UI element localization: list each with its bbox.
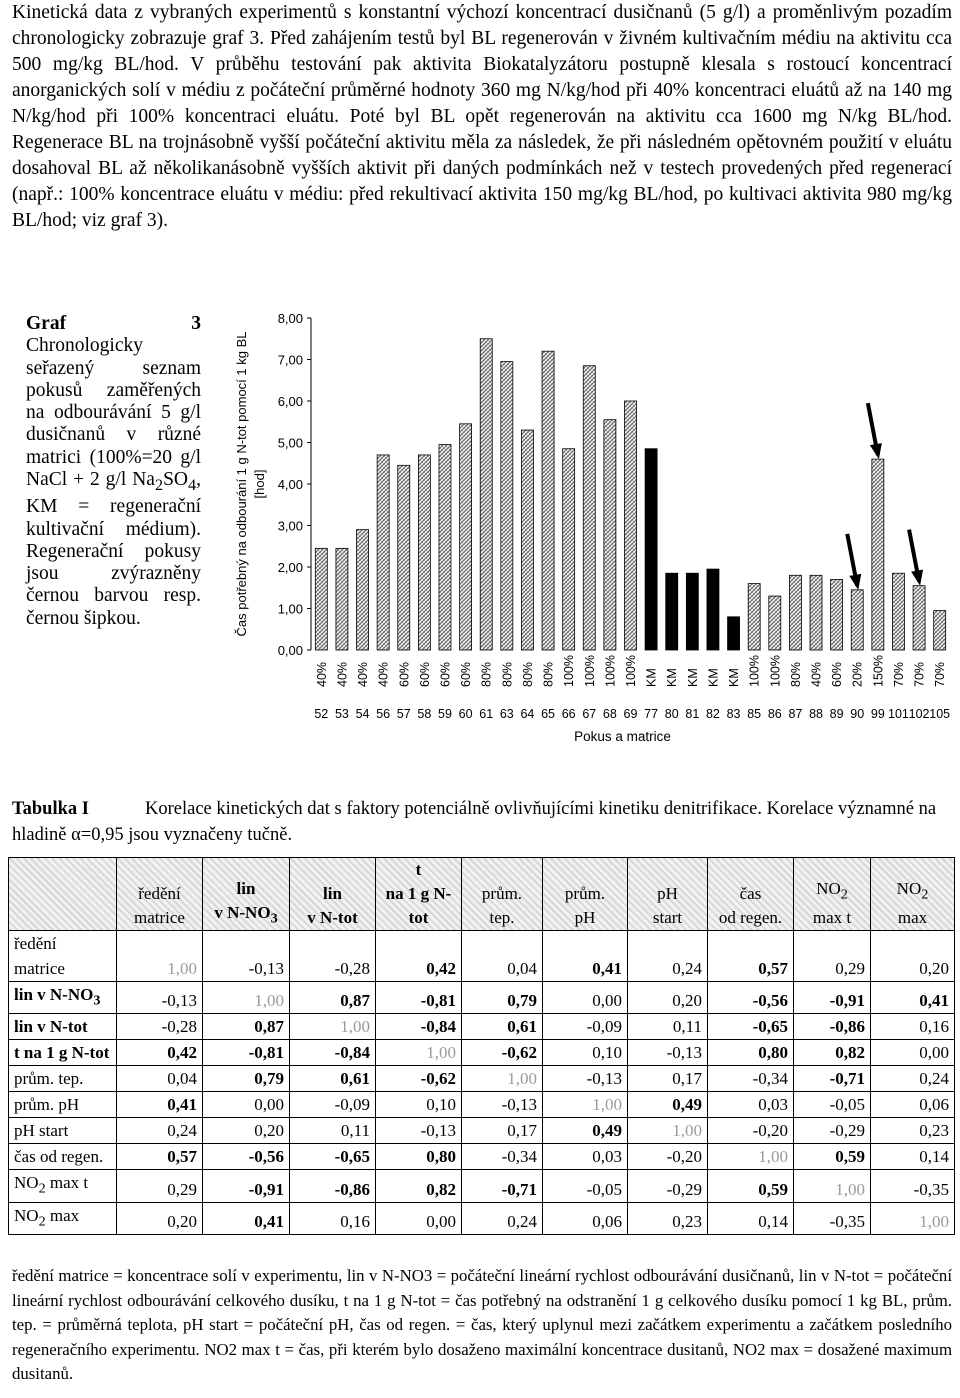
table-cell: -0,13 [117,982,203,1014]
bar [336,548,348,650]
table-cell: -0,13 [203,931,290,982]
x-tick-label: 67 [582,707,597,721]
x-tick-label: 60 [458,707,473,721]
x-tick-label: 65 [541,707,556,721]
table-cell: 0,24 [628,931,708,982]
table-cell: -0,28 [117,1014,203,1040]
matrix-label: 100% [582,655,597,687]
table-cell: -0,84 [376,1014,462,1040]
table-cell: 0,17 [628,1066,708,1092]
y-tick-label: 4,00 [277,477,303,492]
figure-caption-sub: 2 [154,475,164,494]
table-cell: -0,34 [462,1144,543,1170]
table-cell: -0,28 [290,931,376,982]
bar [769,596,781,650]
y-axis-label-line-1: Čas potřebný na odbourání 1 g N-tot pomocí 1 kg BL [234,331,249,637]
table-cell: 0,03 [708,1092,794,1118]
table-cell: -0,05 [794,1092,871,1118]
matrix-label: 60% [417,661,432,687]
table-cell: 0,16 [290,1202,376,1234]
bar-regeneration [707,569,719,650]
bar [748,584,760,650]
table-cell: 1,00 [203,982,290,1014]
table-cell: -0,05 [543,1170,628,1202]
bar-regeneration [666,573,678,650]
bar-regeneration [728,617,740,650]
x-tick-label: 66 [561,707,576,721]
matrix-label: 60% [438,661,453,687]
table-cell: 0,61 [290,1066,376,1092]
table-cell: -0,71 [462,1170,543,1202]
table-cell: 0,41 [203,1202,290,1234]
table-cell: 0,17 [462,1118,543,1144]
y-axis-label-line-2: [hod] [252,469,267,499]
x-tick-label: 80 [664,707,679,721]
table-cell: 0,82 [376,1170,462,1202]
bar [357,530,369,650]
x-axis-label: Pokus a matrice [574,729,671,744]
table-cell: -0,56 [708,982,794,1014]
y-tick-label: 3,00 [277,518,303,534]
matrix-label: 150% [871,655,886,687]
row-label: prům. pH [9,1092,117,1118]
table-cell: 0,57 [117,1144,203,1170]
x-tick-label: 58 [417,707,432,721]
table-title-label: Tabulka I [12,799,89,819]
row-label: t na 1 g N-tot [9,1040,117,1066]
bar [810,575,822,650]
table-cell: 0,42 [376,931,462,982]
bar [583,366,595,650]
table-cell: 0,10 [376,1092,462,1118]
table-cell: 0,06 [871,1092,955,1118]
bar-regeneration [645,449,657,650]
bar [480,339,492,650]
table-row [9,1040,955,1066]
bar [563,449,575,650]
bar [501,362,513,650]
table-cell: -0,35 [871,1170,955,1202]
bar [851,590,863,650]
row-label: $NO_2$ max [9,1202,117,1234]
matrix-label: KM [685,668,700,687]
bar [831,579,843,650]
table-cell: -0,84 [290,1040,376,1066]
column-header: pH start [628,858,708,931]
x-tick-label: 53 [334,707,349,721]
table-cell: 0,20 [203,1118,290,1144]
table-cell: 0,24 [462,1202,543,1234]
bar-regeneration [686,573,698,650]
table-cell: -0,65 [290,1144,376,1170]
matrix-label: KM [644,668,659,687]
matrix-label: KM [706,668,721,687]
y-tick-label: 2,00 [277,560,303,575]
table-cell: -0,13 [628,1040,708,1066]
matrix-label: 80% [520,661,535,687]
bar [542,351,554,650]
x-tick-label: 85 [747,707,762,721]
y-tick-label: 5,00 [277,435,303,451]
table-row [9,1066,955,1092]
figure-caption-text-c: , KM = regenerační kultivační médium). Regenerační pokusy jsou zvýrazněny černou barvou resp. černou šipkou. [26,469,201,629]
matrix-label: 40% [356,661,371,687]
matrix-label: 20% [850,661,865,687]
header-corner-cell [9,858,117,931]
table-cell: 0,41 [871,982,955,1014]
matrix-label: 40% [335,661,350,687]
table-row [9,1144,955,1170]
matrix-label: 60% [397,661,412,687]
x-tick-label: 86 [767,707,782,721]
table-row [9,931,955,982]
table-cell: 0,03 [543,1144,628,1170]
table-cell: -0,34 [708,1066,794,1092]
table-cell: 0,24 [117,1118,203,1144]
table-cell: 0,04 [462,931,543,982]
table-title-text: Korelace kinetických dat s faktory potenciálně ovlivňujícími kinetiku denitrifikace. Korelace významné na hladině α=0,95 jsou vyznačeny tučně. [12,799,937,845]
matrix-label: 80% [788,661,803,687]
matrix-label: 60% [459,661,474,687]
table-row [9,1170,955,1202]
table-cell: 1,00 [543,1092,628,1118]
table-cell: 0,59 [794,1144,871,1170]
table-cell: -0,65 [708,1014,794,1040]
bar [913,586,925,650]
table-cell: 0,20 [117,1202,203,1234]
bar [315,548,327,650]
bar-chart [228,300,960,760]
x-tick-label: 87 [788,707,803,721]
column-header: čas od regen. [708,858,794,931]
arrow-head [870,443,882,459]
x-tick-label: 57 [396,707,411,721]
x-tick-label: 89 [829,707,844,721]
column-header: t na 1 g N-tot [376,858,462,931]
y-tick-label: 6,00 [277,394,303,409]
bar [934,611,946,650]
matrix-label: 70% [912,661,927,687]
table-cell: -0,91 [203,1170,290,1202]
table-row [9,1092,955,1118]
table-cell: 0,49 [628,1092,708,1118]
table-cell: -0,62 [462,1040,543,1066]
table-cell: 0,11 [290,1118,376,1144]
table-cell: 0,61 [462,1014,543,1040]
y-tick-label: 7,00 [277,352,303,368]
table-header-row [9,858,955,931]
matrix-label: 40% [314,661,329,687]
table-cell: 0,29 [794,931,871,982]
row-label: prům. tep. [9,1066,117,1092]
table-footnote: ředění matrice = koncentrace solí v experimentu, lin v N-NO3 = počáteční lineární rychlost odbourávání dusičnanů, lin v N-tot = počáteční lineární rychlost odbourávání celkového dusíku, t na 1 g N-tot = čas potřebný na odstranění 1 g celkového dusíku pomocí 1 kg BL, prům. tep. = průměrná teplota, pH start = počáteční pH, čas od regen. = čas, který uplynul mezi začátkem experimentu a začátkem posledního regeneračního experimentu. NO2 max t = čas, při kterém bylo dosaženo maximální koncentrace dusitanů, NO2 max = dosažené maximum dusitanů. [12,1266,952,1384]
bar [789,575,801,650]
matrix-label: KM [665,668,680,687]
y-tick-label: 1,00 [277,601,303,617]
x-tick-label: 63 [499,707,514,721]
table-cell: -0,20 [708,1118,794,1144]
table-cell: -0,81 [376,982,462,1014]
matrix-label: 70% [933,661,948,687]
column-header: lin v $N-NO_3$ [203,858,290,931]
bar [418,455,430,650]
table-cell: -0,29 [628,1170,708,1202]
table-cell: -0,09 [543,1014,628,1040]
column-header: lin v N-tot [290,858,376,931]
row-label: $NO_2$ max t [9,1170,117,1202]
x-tick-label: 52 [314,707,329,721]
correlation-table [8,857,955,1235]
table-cell: 0,00 [543,982,628,1014]
table-cell: 0,10 [543,1040,628,1066]
matrix-label: 40% [809,661,824,687]
table-cell: 0,41 [543,931,628,982]
figure-caption-sub2: 4 [188,475,197,494]
table-row [9,1202,955,1234]
table-cell: -0,29 [794,1118,871,1144]
table-cell: -0,62 [376,1066,462,1092]
table-row [9,982,955,1014]
x-tick-label: 105 [929,707,951,721]
matrix-label: 100% [562,655,577,687]
matrix-label: 80% [500,661,515,687]
y-tick-label: 0,00 [277,643,303,658]
matrix-label: 100% [747,655,762,687]
table-cell: 0,59 [708,1170,794,1202]
bar [892,573,904,650]
bar [625,401,637,650]
x-tick-label: 56 [376,707,391,721]
matrix-label: 80% [479,661,494,687]
table-cell: -0,86 [794,1014,871,1040]
table-cell: 0,79 [203,1066,290,1092]
x-tick-label: 69 [623,707,638,721]
table-cell: 0,14 [871,1144,955,1170]
table-cell: 0,42 [117,1040,203,1066]
matrix-label: 100% [624,655,638,687]
table-cell: -0,71 [794,1066,871,1092]
arrow-head [911,570,923,586]
x-tick-label: 83 [726,707,741,721]
table-cell: 0,00 [203,1092,290,1118]
column-header: $NO_2$ max [871,858,955,931]
arrow-head [849,574,861,590]
column-header: $NO_2$ max t [794,858,871,931]
bar [521,430,533,650]
x-tick-label: 101 [888,707,909,721]
x-tick-label: 88 [809,707,823,721]
table-cell: 1,00 [794,1170,871,1202]
table-cell: 0,23 [871,1118,955,1144]
table-cell: 0,11 [628,1014,708,1040]
table-cell: 0,20 [628,982,708,1014]
x-tick-label: 82 [705,707,720,721]
table-cell: 0,14 [708,1202,794,1234]
table-cell: -0,56 [203,1144,290,1170]
table-cell: 0,20 [871,931,955,982]
table-cell: 0,00 [871,1040,955,1066]
table-row [9,1014,955,1040]
bar [460,424,472,650]
table-cell: 0,57 [708,931,794,982]
table-cell: 0,79 [462,982,543,1014]
matrix-label: 100% [768,655,783,687]
matrix-label: 60% [830,661,845,687]
x-tick-label: 77 [644,707,659,721]
table-cell: 1,00 [462,1066,543,1092]
x-tick-label: 102 [908,707,930,721]
table-cell: 1,00 [376,1040,462,1066]
column-header: ředění matrice [117,858,203,931]
table-cell: -0,81 [203,1040,290,1066]
table-cell: 0,24 [871,1066,955,1092]
figure-caption [26,313,201,630]
row-label: lin v $N-NO_3$ [9,982,117,1014]
table-cell: -0,20 [628,1144,708,1170]
table-cell: -0,13 [462,1092,543,1118]
table-cell: 1,00 [290,1014,376,1040]
table-cell: 1,00 [708,1144,794,1170]
table-cell: 0,04 [117,1066,203,1092]
bar [377,455,389,650]
x-tick-label: 61 [479,707,494,721]
table-cell: 0,00 [376,1202,462,1234]
row-label: ředění matrice [9,931,117,982]
matrix-label: 80% [541,661,556,687]
table-cell: -0,09 [290,1092,376,1118]
row-label: pH start [9,1118,117,1144]
table-cell: 0,23 [628,1202,708,1234]
figure-caption-label: Graf 3 [26,313,201,334]
x-tick-label: 81 [685,707,700,721]
column-header: prům. tep. [462,858,543,931]
x-tick-label: 54 [355,707,370,721]
bar [872,459,884,650]
column-header: prům. pH [543,858,628,931]
x-tick-label: 68 [602,707,617,721]
y-tick-label: 8,00 [277,311,303,326]
figure-caption-text-b: SO [163,469,188,491]
table-cell: 0,29 [117,1170,203,1202]
table-cell: -0,35 [794,1202,871,1234]
table-cell: 0,80 [708,1040,794,1066]
bar [398,465,410,650]
matrix-label: 100% [603,655,618,687]
table-cell: -0,13 [376,1118,462,1144]
table-cell: 1,00 [628,1118,708,1144]
row-label: čas od regen. [9,1144,117,1170]
table-cell: 0,49 [543,1118,628,1144]
row-label: lin v N-tot [9,1014,117,1040]
figure-caption-text-a: Chronologicky seřazený seznam pokusů zaměřených na odbourávání 5 g/l dusičnanů v různé matrici (100%=20 g/l NaCl + 2 g/l Na [26,335,201,491]
table-cell: 0,87 [203,1014,290,1040]
table-cell: -0,91 [794,982,871,1014]
x-tick-label: 99 [870,707,885,721]
bar [439,445,451,650]
table-cell: 0,82 [794,1040,871,1066]
matrix-label: 40% [376,661,391,687]
table-cell: 0,87 [290,982,376,1014]
intro-paragraph: Kinetická data z vybraných experimentů s konstantní výchozí koncentrací dusičnanů (5 g/l) a proměnlivým pozadím chronologicky zobrazuje graf 3. Před zahájením testů byl BL regenerován v živném kultivačním médiu na aktivitu cca 500 mg/kg BL/hod. V průběhu testování pak aktivita Biokatalyzátoru postupně klesala s rostoucí koncentrací anorganických solí v médiu z počáteční průměrné hodnoty 360 mg N/kg/hod při 40% koncentraci eluátů až na 140 mg N/kg/hod při 100% koncentraci eluátu. Poté byl BL opět regenerován na aktivitu cca 1600 mg N/kg BL/hod. Regenerace BL na trojnásobně vyšší počáteční aktivitu měla za následek, že při následném opětovném použití v eluátu dosahoval BL až několikanásobně vyšších aktivit při daných podmínkách než v testech provedených před regenerací (např.: 100% koncentrace eluátu v médiu: před rekultivací aktivita 150 mg/kg BL/hod, po kultivaci aktivita 980 mg/kg BL/hod; viz graf 3). [12,2,952,231]
x-tick-label: 90 [850,707,865,721]
table-cell: 0,80 [376,1144,462,1170]
x-tick-label: 64 [520,707,535,721]
table-row [9,1118,955,1144]
table-cell: 0,41 [117,1092,203,1118]
matrix-label: 70% [891,661,906,687]
table-cell: 0,06 [543,1202,628,1234]
table-cell: 0,16 [871,1014,955,1040]
matrix-label: KM [727,668,742,687]
x-tick-label: 59 [438,707,452,721]
table-title [12,796,952,848]
table-cell: -0,86 [290,1170,376,1202]
table-cell: -0,13 [543,1066,628,1092]
bar [604,420,616,650]
table-cell: 1,00 [871,1202,955,1234]
table-cell: 1,00 [117,931,203,982]
